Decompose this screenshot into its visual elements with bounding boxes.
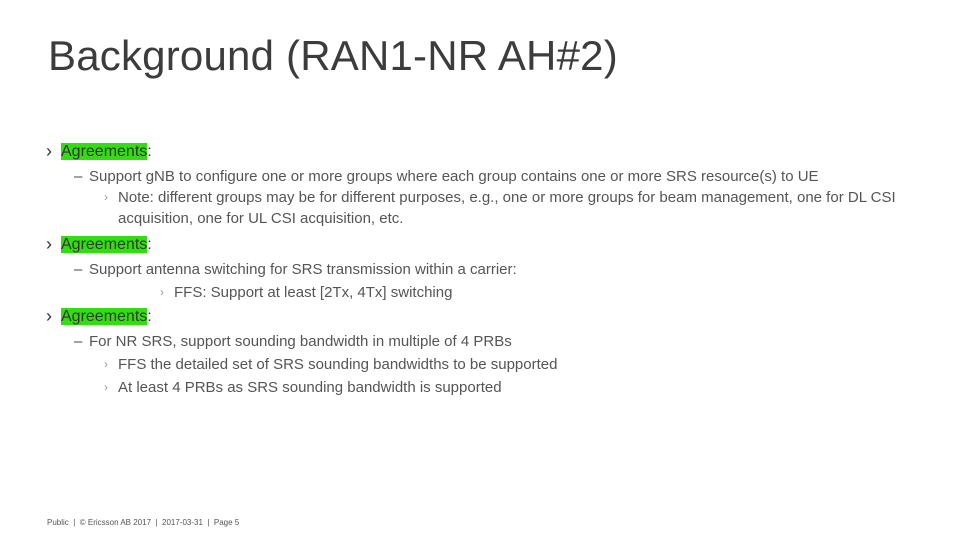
chevron-right-icon: › — [104, 190, 108, 204]
slide-footer: Public | © Ericsson AB 2017 | 2017-03-31 | Page 5 — [47, 518, 240, 527]
sub-bullet-item — [46, 354, 926, 375]
bullet-item — [46, 166, 926, 187]
sub-bullet-item — [46, 187, 926, 229]
chevron-right-icon: › — [46, 306, 52, 326]
colon: : — [147, 143, 152, 160]
colon: : — [147, 236, 152, 253]
sub-bullet-text: FFS: Support at least [2Tx, 4Tx] switching — [174, 284, 453, 301]
bullet-item — [46, 259, 926, 280]
chevron-right-icon: › — [104, 357, 108, 371]
chevron-right-icon: › — [104, 380, 108, 394]
bullet-text: Support gNB to configure one or more groups where each group contains one or more SRS resource(s) to UE — [89, 168, 819, 185]
agreement-label: Agreements — [61, 143, 148, 160]
sub-bullet-item — [46, 377, 926, 398]
slide-title: Background (RAN1-NR AH#2) — [48, 32, 618, 79]
bullet-text: For NR SRS, support sounding bandwidth in multiple of 4 PRBs — [89, 333, 512, 350]
dash-icon: – — [74, 168, 83, 185]
agreement-label: Agreements — [61, 308, 148, 325]
sub-bullet-text: Note: different groups may be for different purposes, e.g., one or more groups for beam management, one for DL CSI acquisition, one for UL CSI acquisition, etc. — [118, 189, 896, 227]
bullet-text: Support antenna switching for SRS transmission within a carrier: — [89, 261, 517, 278]
dash-icon: – — [74, 333, 83, 350]
agreement-heading-1 — [46, 141, 926, 163]
agreement-heading-3 — [46, 306, 926, 328]
chevron-right-icon: › — [46, 234, 52, 254]
bullet-item — [46, 331, 926, 352]
chevron-right-icon: › — [160, 285, 164, 299]
dash-icon: – — [74, 261, 83, 278]
chevron-right-icon: › — [46, 141, 52, 161]
agreement-label: Agreements — [61, 236, 148, 253]
sub-bullet-item — [46, 282, 926, 303]
agreement-heading-2 — [46, 234, 926, 256]
slide-body — [46, 141, 926, 398]
colon: : — [147, 308, 152, 325]
sub-bullet-text: At least 4 PRBs as SRS sounding bandwidth is supported — [118, 379, 502, 396]
sub-bullet-text: FFS the detailed set of SRS sounding bandwidths to be supported — [118, 356, 558, 373]
